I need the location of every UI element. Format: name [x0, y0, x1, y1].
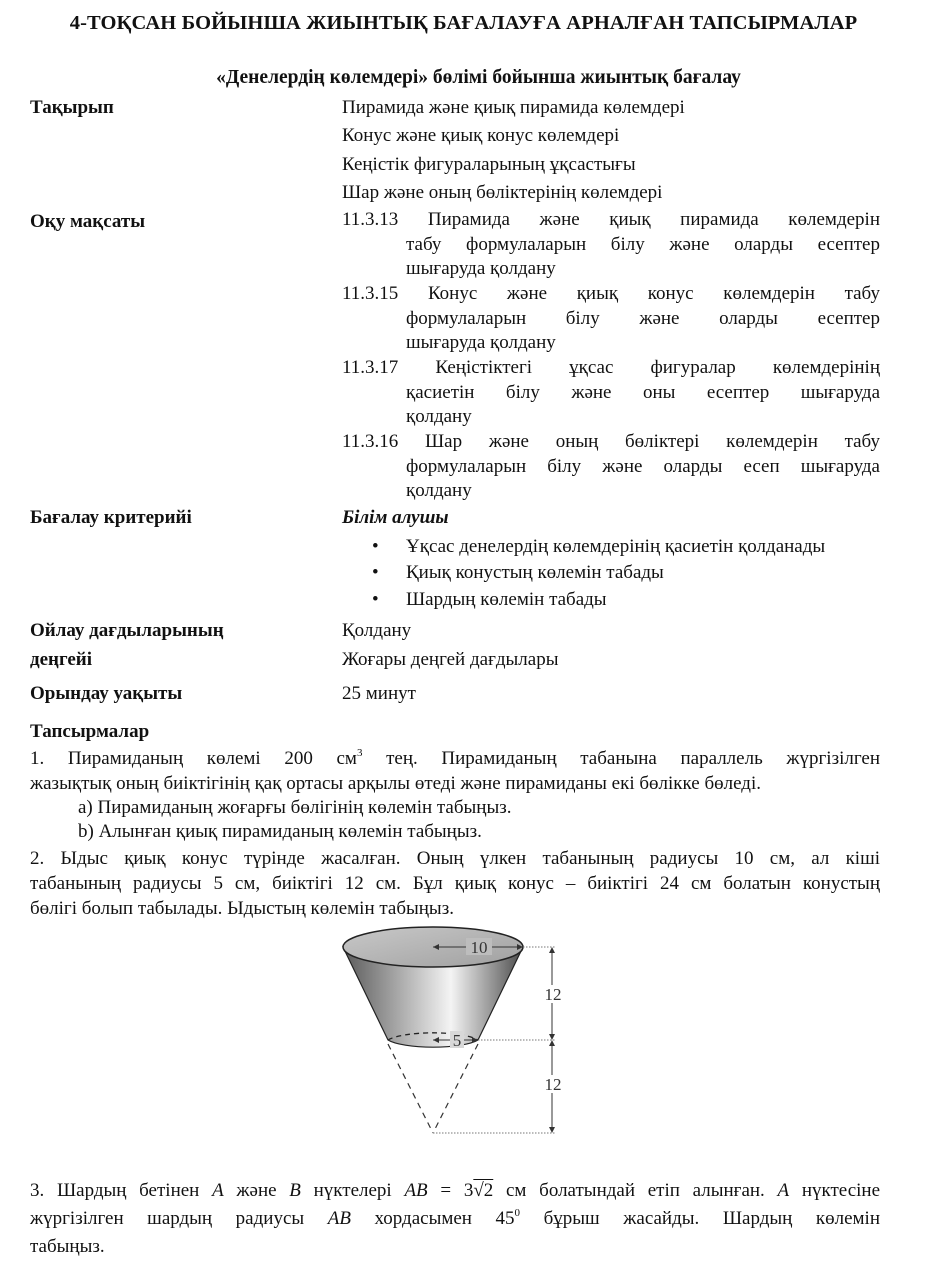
goals-label: Оқу мақсаты — [30, 211, 146, 232]
bullet-icon: • — [372, 589, 379, 610]
goal-code: 11.3.16 — [342, 431, 399, 452]
criteria-item: • Шардың көлемін табады — [372, 589, 607, 610]
section-subtitle: «Денелердің көлемдері» бөлімі бойынша жиынтық бағалау — [216, 67, 741, 88]
document-title: 4-ТОҚСАН БОЙЫНША ЖИЫНТЫҚ БАҒАЛАУҒА АРНАЛҒАН ТАПСЫРМАЛАР — [69, 12, 858, 34]
task-1a: a) Пирамиданың жоғарғы бөлігінің көлемін табыңыз. — [78, 797, 512, 818]
thinking-label-cont: деңгейі — [30, 649, 93, 670]
goal-item: 11.3.13 Пирамида және қиық пирамида көлемдерін табу формулаларын білу және оларды есептер шығаруда қолдану — [342, 209, 881, 279]
goal-item: 11.3.15 Конус және қиық конус көлемдерін табу формулаларын білу және оларды есептер шығаруда қолдану — [342, 283, 880, 353]
criteria-intro: Білім алушы — [342, 507, 449, 528]
criteria-label: Бағалау критерийі — [30, 507, 192, 528]
thinking-value: Қолдану — [342, 620, 412, 641]
goal-code: 11.3.17 — [342, 357, 399, 378]
goal-code: 11.3.15 — [342, 283, 399, 304]
criteria-item: • Ұқсас денелердің көлемдерінің қасиетін қолданады — [372, 536, 826, 557]
topic-item: Пирамида және қиық пирамида көлемдері — [342, 97, 685, 118]
task-1b: b) Алынған қиық пирамиданың көлемін табыңыз. — [78, 821, 482, 842]
goal-code: 11.3.13 — [342, 209, 399, 230]
thinking-label: Ойлау дағдыларының — [30, 620, 224, 641]
label-height-lower: 12 — [544, 1075, 562, 1094]
bullet-icon: • — [372, 562, 379, 583]
apex-dashed-lines — [388, 1044, 478, 1133]
task-2: 2. Ыдыс қиық конус түрінде жасалған. Оның үлкен табанының радиусы 10 см, ал кіші табанының радиусы 5 см, биіктігі 12 см. Бұл қиық конус – биіктігі 24 см болатын конустың бөлігі болып табылады. Ыдыстың көлемін табыңыз. — [30, 848, 880, 919]
duration-value: 25 минут — [342, 683, 416, 704]
goal-item: 11.3.16 Шар және оның бөліктері көлемдерін табу формулаларын білу және оларды есеп шығаруда қолдану — [342, 431, 880, 501]
topic-item: Кеңістік фигураларының ұқсастығы — [342, 154, 636, 175]
label-height-upper: 12 — [544, 985, 562, 1004]
duration-label: Орындау уақыты — [30, 683, 183, 704]
task-3: 3. Шардың бетінен A және B нүктелері AB = 3√2 см болатындай етіп алынған. A нүктесіне жүргізілген шардың радиусы AB хордасымен $45^0$ бұрыш жасайды. Шардың көлемін табыңыз. — [30, 1180, 881, 1257]
label-big-radius: 10 — [470, 938, 488, 957]
frustum-diagram — [330, 920, 590, 1140]
thinking-value-cont: Жоғары деңгей дағдылары — [342, 649, 559, 670]
topic-label: Тақырып — [30, 97, 114, 118]
tasks-heading: Тапсырмалар — [30, 721, 150, 742]
label-small-radius: 5 — [452, 1031, 462, 1050]
goal-item: 11.3.17 Кеңістіктегі ұқсас фигуралар көлемдерінің қасиетін білу және оны есептер шығаруда қолдану — [342, 357, 880, 427]
criteria-item: • Қиық конустың көлемін табады — [372, 562, 664, 583]
sqrt-expression: √2 — [473, 1180, 494, 1201]
topic-item: Конус және қиық конус көлемдері — [342, 125, 620, 146]
task-1: 1. Пирамиданың көлемі 200 $см^3$ тең. Пирамиданың табанына параллель жүргізілген жазықтық оның биіктігінің қақ ортасы арқылы өтеді және пирамиданы екі бөлікке бөледі. — [30, 747, 880, 794]
topic-item: Шар және оның бөліктерінің көлемдері — [342, 182, 663, 203]
bullet-icon: • — [372, 536, 379, 557]
frustum-body — [343, 927, 523, 1047]
